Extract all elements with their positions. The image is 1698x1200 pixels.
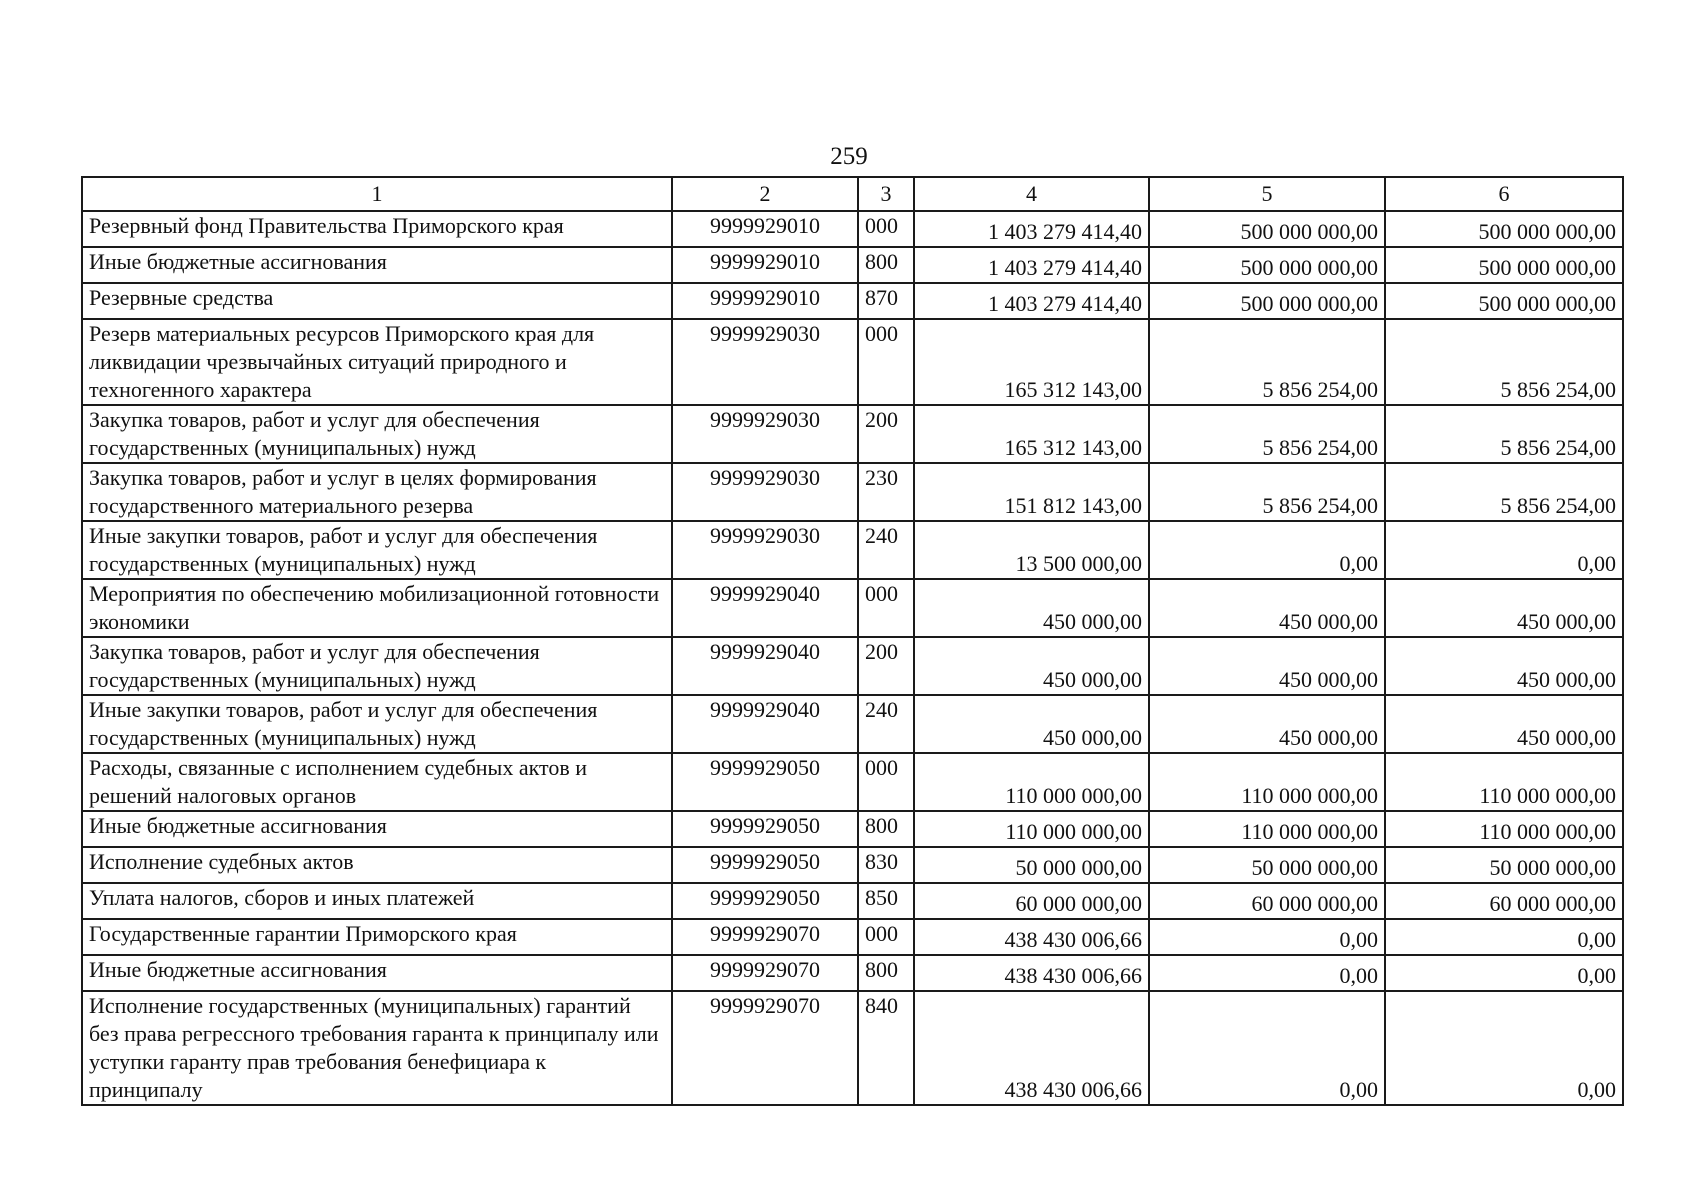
row-value-4: 1 403 279 414,40	[914, 211, 1149, 247]
row-value-4: 13 500 000,00	[914, 521, 1149, 579]
row-value-5: 450 000,00	[1149, 579, 1385, 637]
row-value-6: 60 000 000,00	[1385, 883, 1623, 919]
row-value-5: 110 000 000,00	[1149, 753, 1385, 811]
table-row	[82, 463, 1623, 521]
row-value-4: 438 430 006,66	[914, 955, 1149, 991]
row-code: 9999929030	[672, 319, 858, 405]
table-row	[82, 211, 1623, 247]
table-row	[82, 637, 1623, 695]
row-type: 000	[858, 579, 914, 637]
row-name: Иные закупки товаров, работ и услуг для обеспечения государственных (муниципальных) нужд	[82, 521, 672, 579]
table-row	[82, 847, 1623, 883]
row-value-6: 500 000 000,00	[1385, 247, 1623, 283]
row-value-4: 1 403 279 414,40	[914, 247, 1149, 283]
row-code: 9999929040	[672, 637, 858, 695]
row-name: Закупка товаров, работ и услуг для обеспечения государственных (муниципальных) нужд	[82, 405, 672, 463]
row-value-6: 450 000,00	[1385, 695, 1623, 753]
row-value-5: 5 856 254,00	[1149, 405, 1385, 463]
row-value-4: 110 000 000,00	[914, 811, 1149, 847]
row-name: Закупка товаров, работ и услуг в целях формирования государственного материального резерва	[82, 463, 672, 521]
column-header: 5	[1149, 177, 1385, 211]
row-code: 9999929030	[672, 521, 858, 579]
row-value-6: 5 856 254,00	[1385, 463, 1623, 521]
row-value-4: 151 812 143,00	[914, 463, 1149, 521]
row-type: 240	[858, 695, 914, 753]
row-value-5: 110 000 000,00	[1149, 811, 1385, 847]
row-value-6: 500 000 000,00	[1385, 211, 1623, 247]
row-value-4: 438 430 006,66	[914, 991, 1149, 1105]
row-value-6: 5 856 254,00	[1385, 319, 1623, 405]
row-code: 9999929010	[672, 283, 858, 319]
column-header: 2	[672, 177, 858, 211]
table-row	[82, 695, 1623, 753]
row-name: Исполнение государственных (муниципальных) гарантий без права регрессного требования гаранта к принципалу или уступки гаранту прав требования бенефициара к принципалу	[82, 991, 672, 1105]
table-row	[82, 753, 1623, 811]
row-value-6: 50 000 000,00	[1385, 847, 1623, 883]
row-name: Иные бюджетные ассигнования	[82, 247, 672, 283]
row-value-5: 450 000,00	[1149, 695, 1385, 753]
row-code: 9999929050	[672, 753, 858, 811]
column-header: 3	[858, 177, 914, 211]
row-value-5: 500 000 000,00	[1149, 283, 1385, 319]
row-value-5: 0,00	[1149, 955, 1385, 991]
table-row	[82, 521, 1623, 579]
table-row	[82, 919, 1623, 955]
table-row	[82, 579, 1623, 637]
row-value-4: 450 000,00	[914, 579, 1149, 637]
row-name: Иные бюджетные ассигнования	[82, 811, 672, 847]
table-row	[82, 405, 1623, 463]
column-header: 6	[1385, 177, 1623, 211]
row-value-5: 500 000 000,00	[1149, 211, 1385, 247]
column-header: 1	[82, 177, 672, 211]
row-type: 800	[858, 811, 914, 847]
row-name: Резервные средства	[82, 283, 672, 319]
table-row	[82, 283, 1623, 319]
row-value-6: 0,00	[1385, 991, 1623, 1105]
table-row	[82, 955, 1623, 991]
row-type: 830	[858, 847, 914, 883]
row-name: Государственные гарантии Приморского края	[82, 919, 672, 955]
row-value-6: 0,00	[1385, 521, 1623, 579]
row-value-6: 0,00	[1385, 919, 1623, 955]
row-code: 9999929030	[672, 463, 858, 521]
row-value-5: 60 000 000,00	[1149, 883, 1385, 919]
row-value-6: 5 856 254,00	[1385, 405, 1623, 463]
row-name: Иные закупки товаров, работ и услуг для обеспечения государственных (муниципальных) нужд	[82, 695, 672, 753]
row-name: Иные бюджетные ассигнования	[82, 955, 672, 991]
row-value-6: 110 000 000,00	[1385, 811, 1623, 847]
row-type: 000	[858, 211, 914, 247]
row-type: 200	[858, 637, 914, 695]
row-code: 9999929010	[672, 247, 858, 283]
row-code: 9999929030	[672, 405, 858, 463]
row-name: Уплата налогов, сборов и иных платежей	[82, 883, 672, 919]
row-value-4: 1 403 279 414,40	[914, 283, 1149, 319]
table-row	[82, 883, 1623, 919]
row-value-4: 50 000 000,00	[914, 847, 1149, 883]
row-value-6: 450 000,00	[1385, 637, 1623, 695]
row-type: 000	[858, 919, 914, 955]
budget-table	[81, 176, 1624, 1106]
table-row	[82, 247, 1623, 283]
row-type: 240	[858, 521, 914, 579]
row-type: 870	[858, 283, 914, 319]
row-name: Мероприятия по обеспечению мобилизационной готовности экономики	[82, 579, 672, 637]
page-number: 259	[830, 143, 868, 170]
row-value-5: 0,00	[1149, 521, 1385, 579]
row-type: 850	[858, 883, 914, 919]
row-value-4: 110 000 000,00	[914, 753, 1149, 811]
row-value-4: 165 312 143,00	[914, 405, 1149, 463]
row-value-5: 5 856 254,00	[1149, 319, 1385, 405]
row-code: 9999929050	[672, 847, 858, 883]
row-name: Расходы, связанные с исполнением судебных актов и решений налоговых органов	[82, 753, 672, 811]
row-name: Резерв материальных ресурсов Приморского края для ликвидации чрезвычайных ситуаций природного и техногенного характера	[82, 319, 672, 405]
table-row	[82, 811, 1623, 847]
row-code: 9999929070	[672, 919, 858, 955]
row-code: 9999929040	[672, 579, 858, 637]
table-header-row	[82, 177, 1623, 211]
row-value-6: 500 000 000,00	[1385, 283, 1623, 319]
row-type: 200	[858, 405, 914, 463]
row-value-6: 450 000,00	[1385, 579, 1623, 637]
row-value-5: 50 000 000,00	[1149, 847, 1385, 883]
row-value-4: 165 312 143,00	[914, 319, 1149, 405]
row-type: 800	[858, 955, 914, 991]
row-value-4: 438 430 006,66	[914, 919, 1149, 955]
row-value-4: 450 000,00	[914, 695, 1149, 753]
row-code: 9999929070	[672, 955, 858, 991]
row-value-5: 450 000,00	[1149, 637, 1385, 695]
row-name: Исполнение судебных актов	[82, 847, 672, 883]
table-row	[82, 991, 1623, 1105]
row-value-5: 500 000 000,00	[1149, 247, 1385, 283]
column-header: 4	[914, 177, 1149, 211]
row-code: 9999929040	[672, 695, 858, 753]
table-row	[82, 319, 1623, 405]
row-value-5: 0,00	[1149, 919, 1385, 955]
row-value-4: 60 000 000,00	[914, 883, 1149, 919]
row-name: Резервный фонд Правительства Приморского края	[82, 211, 672, 247]
row-code: 9999929010	[672, 211, 858, 247]
row-type: 000	[858, 753, 914, 811]
row-value-5: 5 856 254,00	[1149, 463, 1385, 521]
row-type: 230	[858, 463, 914, 521]
row-type: 000	[858, 319, 914, 405]
row-code: 9999929050	[672, 811, 858, 847]
row-value-5: 0,00	[1149, 991, 1385, 1105]
row-code: 9999929050	[672, 883, 858, 919]
row-type: 840	[858, 991, 914, 1105]
row-value-6: 0,00	[1385, 955, 1623, 991]
row-value-4: 450 000,00	[914, 637, 1149, 695]
row-code: 9999929070	[672, 991, 858, 1105]
row-name: Закупка товаров, работ и услуг для обеспечения государственных (муниципальных) нужд	[82, 637, 672, 695]
row-type: 800	[858, 247, 914, 283]
row-value-6: 110 000 000,00	[1385, 753, 1623, 811]
